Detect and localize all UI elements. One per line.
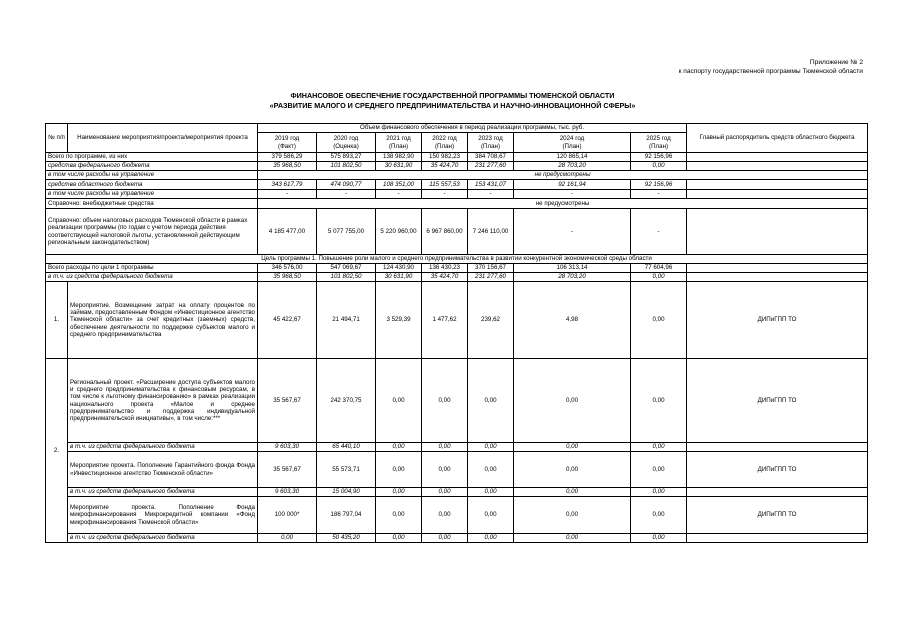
value-cell: 242 370,75 bbox=[317, 359, 376, 443]
value-cell: 5 077 755,00 bbox=[317, 209, 376, 255]
row-mgmt1 bbox=[46, 171, 868, 180]
year-label: 2025 год bbox=[646, 135, 671, 143]
value-cell: 50 435,20 bbox=[317, 534, 376, 543]
value-cell: 379 586,29 bbox=[258, 153, 317, 162]
value-cell: 0,00 bbox=[514, 452, 631, 488]
value-cell: 30 631,90 bbox=[376, 273, 422, 282]
value-cell: - bbox=[258, 190, 317, 199]
value-cell: 9 603,30 bbox=[258, 488, 317, 497]
value-cell: 21 494,71 bbox=[317, 282, 376, 359]
value-cell: 120 865,14 bbox=[514, 153, 631, 162]
row-label: в том числе расходы на управление bbox=[46, 190, 258, 199]
distributor-cell bbox=[687, 209, 868, 255]
value-cell: - bbox=[514, 209, 631, 255]
header-volume: Объем финансового обеспечения в период реализации программы, тыс. руб. bbox=[258, 124, 687, 133]
distributor-cell bbox=[687, 264, 868, 273]
value-cell: 3 529,39 bbox=[376, 282, 422, 359]
appendix-line2: к паспорту государственной программы Тюменской области bbox=[678, 68, 863, 75]
row-label: Всего по программе, из них bbox=[46, 153, 258, 162]
value-cell: 0,00 bbox=[376, 452, 422, 488]
value-cell: 7 246 110,00 bbox=[468, 209, 514, 255]
value-cell: 231 277,60 bbox=[468, 162, 514, 171]
value-cell: 0,00 bbox=[468, 452, 514, 488]
distributor-cell: ДИПиГПП ТО bbox=[687, 282, 868, 359]
value-cell: 35 567,67 bbox=[258, 359, 317, 443]
row-goal-total bbox=[46, 264, 868, 273]
value-cell: 370 156,67 bbox=[468, 264, 514, 273]
value-cell: 5 220 960,00 bbox=[376, 209, 422, 255]
value-cell: 28 703,20 bbox=[514, 273, 631, 282]
distributor-cell: ДИПиГПП ТО bbox=[687, 452, 868, 488]
value-cell: 153 431,07 bbox=[468, 180, 514, 190]
value-cell: - bbox=[317, 190, 376, 199]
year-kind: (План) bbox=[434, 142, 455, 150]
item-label: в т.ч. из средств федерального бюджета bbox=[68, 488, 258, 497]
value-cell: - bbox=[376, 190, 422, 199]
value-cell: 108 351,00 bbox=[376, 180, 422, 190]
value-cell: 0,00 bbox=[514, 534, 631, 543]
value-cell: 115 557,53 bbox=[422, 180, 468, 190]
row-extra-value: не предусмотрены bbox=[258, 199, 868, 209]
value-cell: 0,00 bbox=[422, 359, 468, 443]
row-label: средства областного бюджета bbox=[46, 180, 258, 190]
value-cell: 547 069,67 bbox=[317, 264, 376, 273]
goal-text: Цель программы 1. Повышение роли малого и среднего предпринимательства в развитии конкурентной экономической среды области bbox=[46, 255, 868, 264]
value-cell: 35 968,50 bbox=[258, 273, 317, 282]
value-cell: 0,00 bbox=[376, 497, 422, 534]
year-kind: (Оценка) bbox=[333, 142, 359, 150]
item2-sub2-fed-row bbox=[46, 534, 868, 543]
value-cell: 92 161,94 bbox=[514, 180, 631, 190]
value-cell: 35 968,50 bbox=[258, 162, 317, 171]
value-cell: 15 004,90 bbox=[317, 488, 376, 497]
item-label: Мероприятие проекта. Пополнение Фонда микрофинансирования Микрокредитной компании «Фонд микрофинансирования Тюменской области» bbox=[68, 497, 258, 534]
value-cell: 346 576,00 bbox=[258, 264, 317, 273]
appendix-line1: Приложение № 2 bbox=[809, 59, 863, 66]
year-header bbox=[468, 133, 514, 153]
value-cell: 124 430,90 bbox=[376, 264, 422, 273]
year-label: 2024 год bbox=[559, 135, 585, 143]
row-label: в т.ч. из средств федерального бюджета bbox=[46, 273, 258, 282]
year-kind: (Факт) bbox=[278, 142, 296, 150]
value-cell: 0,00 bbox=[631, 359, 687, 443]
value-cell: 77 604,96 bbox=[631, 264, 687, 273]
year-kind: (План) bbox=[649, 142, 669, 150]
value-cell: 0,00 bbox=[422, 497, 468, 534]
value-cell: 0,00 bbox=[468, 534, 514, 543]
value-cell: 0,00 bbox=[514, 497, 631, 534]
value-cell: 65 440,10 bbox=[317, 443, 376, 452]
value-cell: 239,62 bbox=[468, 282, 514, 359]
value-cell: 231 277,60 bbox=[468, 273, 514, 282]
item-label: Мероприятие. Возмещение затрат на оплату процентов по займам, предоставленным Фондом «Инвестиционное агентство Тюменской области» за счет кредитных (заемных) средств, обеспечение деятельности по поддержке субъектов малого и среднего предпринимательства bbox=[68, 282, 258, 359]
value-cell: - bbox=[514, 190, 631, 199]
item1-row bbox=[46, 282, 868, 359]
item2-project-fed-row bbox=[46, 443, 868, 452]
row-mgmt2 bbox=[46, 190, 868, 199]
value-cell: 150 982,23 bbox=[422, 153, 468, 162]
distributor-cell: ДИПиГПП ТО bbox=[687, 359, 868, 443]
value-cell: 92 156,96 bbox=[631, 180, 687, 190]
item-num: 1. bbox=[46, 282, 68, 359]
year-kind: (План) bbox=[562, 142, 582, 150]
distributor-cell bbox=[687, 180, 868, 190]
value-cell: 35 424,70 bbox=[422, 162, 468, 171]
item2-sub1-fed-row bbox=[46, 488, 868, 497]
value-cell: - bbox=[422, 190, 468, 199]
value-cell: - bbox=[631, 190, 687, 199]
value-cell: 0,00 bbox=[514, 488, 631, 497]
value-cell: 0,00 bbox=[258, 534, 317, 543]
item2-project-row bbox=[46, 359, 868, 443]
item-label: в т.ч. из средств федерального бюджета bbox=[68, 534, 258, 543]
row-federal bbox=[46, 162, 868, 171]
row-label: Всего расходы по цели 1 программы bbox=[46, 264, 258, 273]
year-label: 2019 год bbox=[274, 135, 300, 143]
value-cell: 0,00 bbox=[631, 443, 687, 452]
value-cell: 9 603,30 bbox=[258, 443, 317, 452]
item-label: Мероприятие проекта. Пополнение Гарантийного фонда Фонда «Инвестиционное агентство Тюменской области» bbox=[68, 452, 258, 488]
value-cell: 4,98 bbox=[514, 282, 631, 359]
value-cell: 384 708,67 bbox=[468, 153, 514, 162]
value-cell: - bbox=[468, 190, 514, 199]
year-label: 2023 год bbox=[478, 135, 503, 143]
value-cell: 0,00 bbox=[631, 162, 687, 171]
value-cell: 138 982,90 bbox=[376, 153, 422, 162]
title-line1: ФИНАНСОВОЕ ОБЕСПЕЧЕНИЕ ГОСУДАРСТВЕННОЙ ПРОГРАММЫ ТЮМЕНСКОЙ ОБЛАСТИ bbox=[290, 91, 615, 100]
value-cell: 0,00 bbox=[376, 443, 422, 452]
value-cell: 186 797,04 bbox=[317, 497, 376, 534]
value-cell: 92 156,96 bbox=[631, 153, 687, 162]
distributor-cell: ДИПиГПП ТО bbox=[687, 497, 868, 534]
value-cell: 0,00 bbox=[422, 534, 468, 543]
value-cell: 0,00 bbox=[514, 443, 631, 452]
value-cell: 45 422,67 bbox=[258, 282, 317, 359]
year-header bbox=[631, 133, 687, 153]
value-cell: 0,00 bbox=[631, 452, 687, 488]
value-cell: 0,00 bbox=[376, 534, 422, 543]
value-cell: 0,00 bbox=[468, 497, 514, 534]
row-goal bbox=[46, 255, 868, 264]
distributor-cell bbox=[687, 273, 868, 282]
value-cell: 0,00 bbox=[631, 282, 687, 359]
value-cell: 4 185 477,00 bbox=[258, 209, 317, 255]
row-label: Справочно: внебюджетные средства bbox=[46, 199, 258, 209]
year-header bbox=[514, 133, 631, 153]
value-cell: 0,00 bbox=[376, 359, 422, 443]
document-title bbox=[0, 91, 905, 111]
value-cell: 101 802,50 bbox=[317, 162, 376, 171]
value-cell: 343 617,79 bbox=[258, 180, 317, 190]
value-cell: 0,00 bbox=[631, 534, 687, 543]
value-cell: 0,00 bbox=[376, 488, 422, 497]
value-cell: 575 893,27 bbox=[317, 153, 376, 162]
year-kind: (План) bbox=[388, 142, 409, 150]
year-kind: (План) bbox=[480, 142, 501, 150]
value-cell: 0,00 bbox=[631, 488, 687, 497]
year-label: 2022 год bbox=[432, 135, 457, 143]
header-num: № п/п bbox=[46, 124, 68, 153]
item-label: в т.ч. из средств федерального бюджета bbox=[68, 443, 258, 452]
value-cell: 6 967 860,00 bbox=[422, 209, 468, 255]
value-cell: 106 313,14 bbox=[514, 264, 631, 273]
row-label: Справочно: объем налоговых расходов Тюменской области в рамках реализации программы (по годам с учетом периода действия соответствующей налоговой льготы, установленной действующим региональным законодательством) bbox=[46, 209, 258, 255]
distributor-cell bbox=[687, 443, 868, 452]
finance-table bbox=[45, 123, 868, 543]
value-cell: 35 424,70 bbox=[422, 273, 468, 282]
distributor-cell bbox=[687, 162, 868, 171]
row-label: в том числе расходы на управление bbox=[46, 171, 258, 180]
value-cell: 0,00 bbox=[422, 452, 468, 488]
year-header bbox=[317, 133, 376, 153]
value-cell: 101 802,50 bbox=[317, 273, 376, 282]
item-num: 2. bbox=[46, 359, 68, 543]
distributor-cell bbox=[687, 488, 868, 497]
header-name: Наименование мероприятия/проекта/мероприятия проекта bbox=[68, 124, 258, 153]
value-cell: 0,00 bbox=[422, 488, 468, 497]
year-header bbox=[258, 133, 317, 153]
year-label: 2020 год bbox=[333, 135, 359, 143]
value-cell: 0,00 bbox=[468, 443, 514, 452]
distributor-cell bbox=[687, 534, 868, 543]
row-tax bbox=[46, 209, 868, 255]
value-cell: 1 477,62 bbox=[422, 282, 468, 359]
row-regional bbox=[46, 180, 868, 190]
value-cell: 136 430,23 bbox=[422, 264, 468, 273]
value-cell: 28 703,20 bbox=[514, 162, 631, 171]
value-cell: 100 000* bbox=[258, 497, 317, 534]
item2-sub1-row bbox=[46, 452, 868, 488]
year-header bbox=[422, 133, 468, 153]
header-distributor: Главный распорядитель средств областного бюджета bbox=[687, 124, 868, 153]
row-label: средства федерального бюджета bbox=[46, 162, 258, 171]
title-line2: «РАЗВИТИЕ МАЛОГО И СРЕДНЕГО ПРЕДПРИНИМАТЕЛЬСТВА И НАУЧНО-ИННОВАЦИОННОЙ СФЕРЫ» bbox=[269, 101, 636, 110]
appendix-note bbox=[679, 58, 863, 76]
value-cell: - bbox=[631, 209, 687, 255]
row-total bbox=[46, 153, 868, 162]
distributor-cell bbox=[687, 153, 868, 162]
row-goal-fed bbox=[46, 273, 868, 282]
value-cell: 0,00 bbox=[468, 488, 514, 497]
distributor-cell bbox=[687, 190, 868, 199]
value-cell: 35 567,67 bbox=[258, 452, 317, 488]
value-cell: 474 090,77 bbox=[317, 180, 376, 190]
year-label: 2021 год bbox=[386, 135, 411, 143]
value-cell: 55 573,71 bbox=[317, 452, 376, 488]
value-cell: 0,00 bbox=[468, 359, 514, 443]
item-label: Региональный проект. «Расширение доступа субъектов малого и среднего предпринимательства к финансовым ресурсам, в том числе к льготному финансированию» в рамках реализации национального проекта «Малое и среднее предпринимательство и поддержка индивидуальной предпринимательской инициативы», в том числе:*** bbox=[68, 359, 258, 443]
row-extra bbox=[46, 199, 868, 209]
value-cell: 0,00 bbox=[514, 359, 631, 443]
item2-sub2-row bbox=[46, 497, 868, 534]
year-header bbox=[376, 133, 422, 153]
value-cell: 0,00 bbox=[422, 443, 468, 452]
value-cell: 0,00 bbox=[631, 497, 687, 534]
value-cell: 30 631,90 bbox=[376, 162, 422, 171]
value-cell: 0,00 bbox=[631, 273, 687, 282]
row-mgmt1-value: не предусмотрены bbox=[258, 171, 868, 180]
